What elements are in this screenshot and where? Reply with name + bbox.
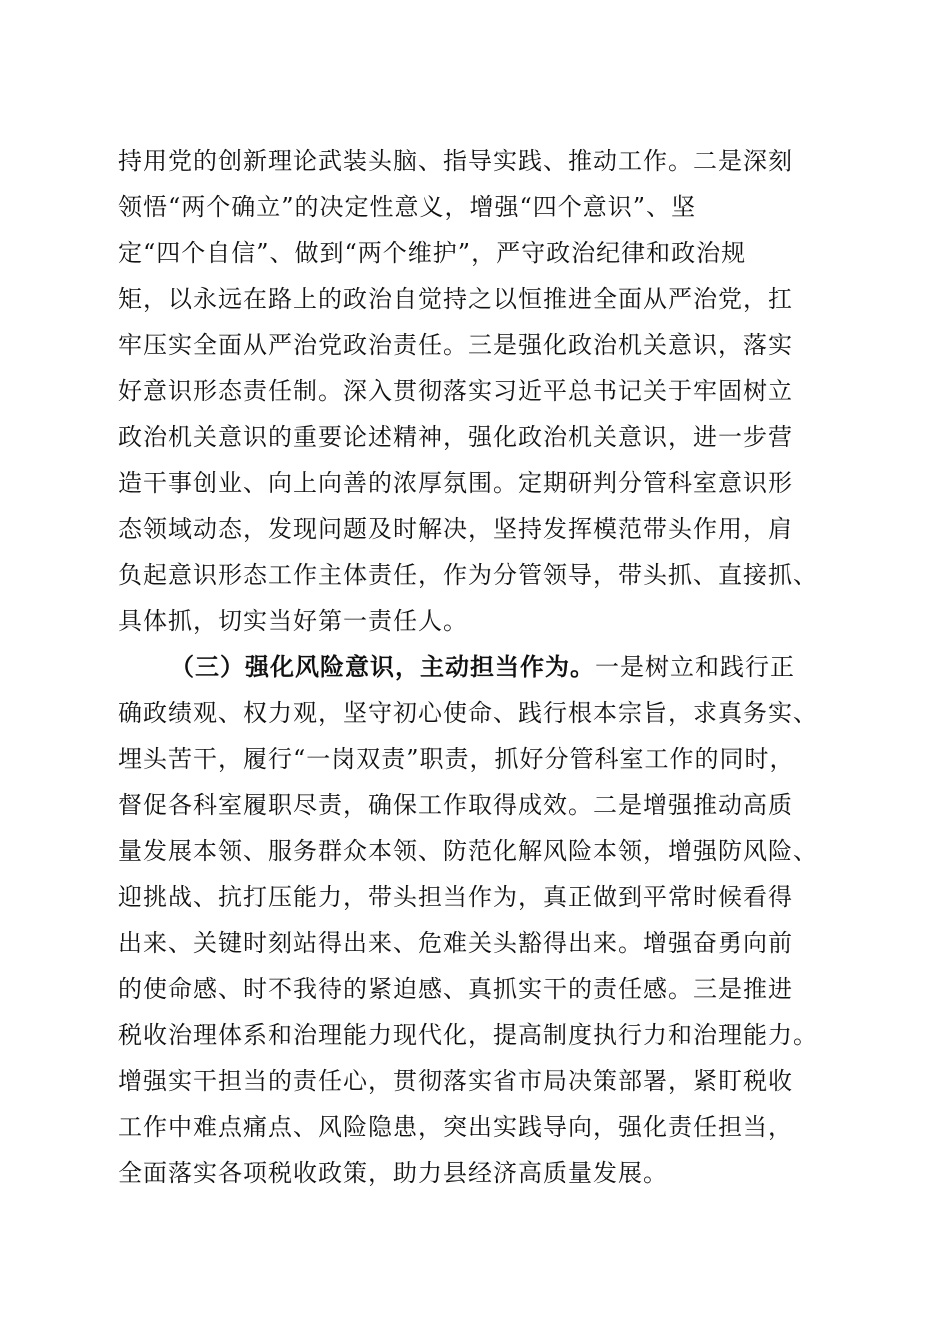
paragraph-line: 督促各科室履职尽责，确保工作取得成效。二是增强推动高质 <box>118 791 793 819</box>
paragraph-line: 造干事创业、向上向善的浓厚氛围。定期研判分管科室意识形 <box>118 469 793 497</box>
paragraph-line: 全面落实各项税收政策，助力县经济高质量发展。 <box>118 1159 668 1187</box>
paragraph-line: 负起意识形态工作主体责任，作为分管领导，带头抓、直接抓、 <box>118 561 818 589</box>
paragraph-line: 迎挑战、抗打压能力，带头担当作为，真正做到平常时候看得 <box>118 883 793 911</box>
paragraph-line: 定“四个自信”、做到“两个维护”，严守政治纪律和政治规 <box>118 239 747 267</box>
section-3-heading: （三）强化风险意识，主动担当作为。 <box>170 652 595 681</box>
paragraph-line: 领悟“两个确立”的决定性意义，增强“四个意识”、坚 <box>118 193 697 221</box>
paragraph-line: 增强实干担当的责任心，贯彻落实省市局决策部署，紧盯税收 <box>118 1067 793 1095</box>
paragraph-line: 牢压实全面从严治党政治责任。三是强化政治机关意识，落实 <box>118 331 793 359</box>
paragraph-line: 政治机关意识的重要论述精神，强化政治机关意识，进一步营 <box>118 423 793 451</box>
paragraph-line: 态领域动态，发现问题及时解决，坚持发挥模范带头作用，肩 <box>118 515 793 543</box>
paragraph-line: 税收治理体系和治理能力现代化，提高制度执行力和治理能力。 <box>118 1021 818 1049</box>
paragraph-line: 持用党的创新理论武装头脑、指导实践、推动工作。二是深刻 <box>118 147 793 175</box>
section-3-first-line <box>170 644 795 690</box>
paragraph-line: 矩，以永远在路上的政治自觉持之以恒推进全面从严治党，扛 <box>118 285 793 313</box>
paragraph-line: 好意识形态责任制。深入贯彻落实习近平总书记关于牢固树立 <box>118 377 793 405</box>
paragraph-line: 埋头苦干，履行“一岗双责”职责，抓好分管科室工作的同时， <box>118 745 795 773</box>
paragraph-line: 工作中难点痛点、风险隐患，突出实践导向，强化责任担当， <box>118 1113 793 1141</box>
paragraph-line: 的使命感、时不我待的紧迫感、真抓实干的责任感。三是推进 <box>118 975 793 1003</box>
section-3-first-line-text: 一是树立和践行正 <box>595 653 795 681</box>
paragraph-line: 具体抓，切实当好第一责任人。 <box>118 607 468 635</box>
paragraph-line: 量发展本领、服务群众本领、防范化解风险本领，增强防风险、 <box>118 837 818 865</box>
paragraph-line: 确政绩观、权力观，坚守初心使命、践行根本宗旨，求真务实、 <box>118 699 818 727</box>
paragraph-line: 出来、关键时刻站得出来、危难关头豁得出来。增强奋勇向前 <box>118 929 793 957</box>
